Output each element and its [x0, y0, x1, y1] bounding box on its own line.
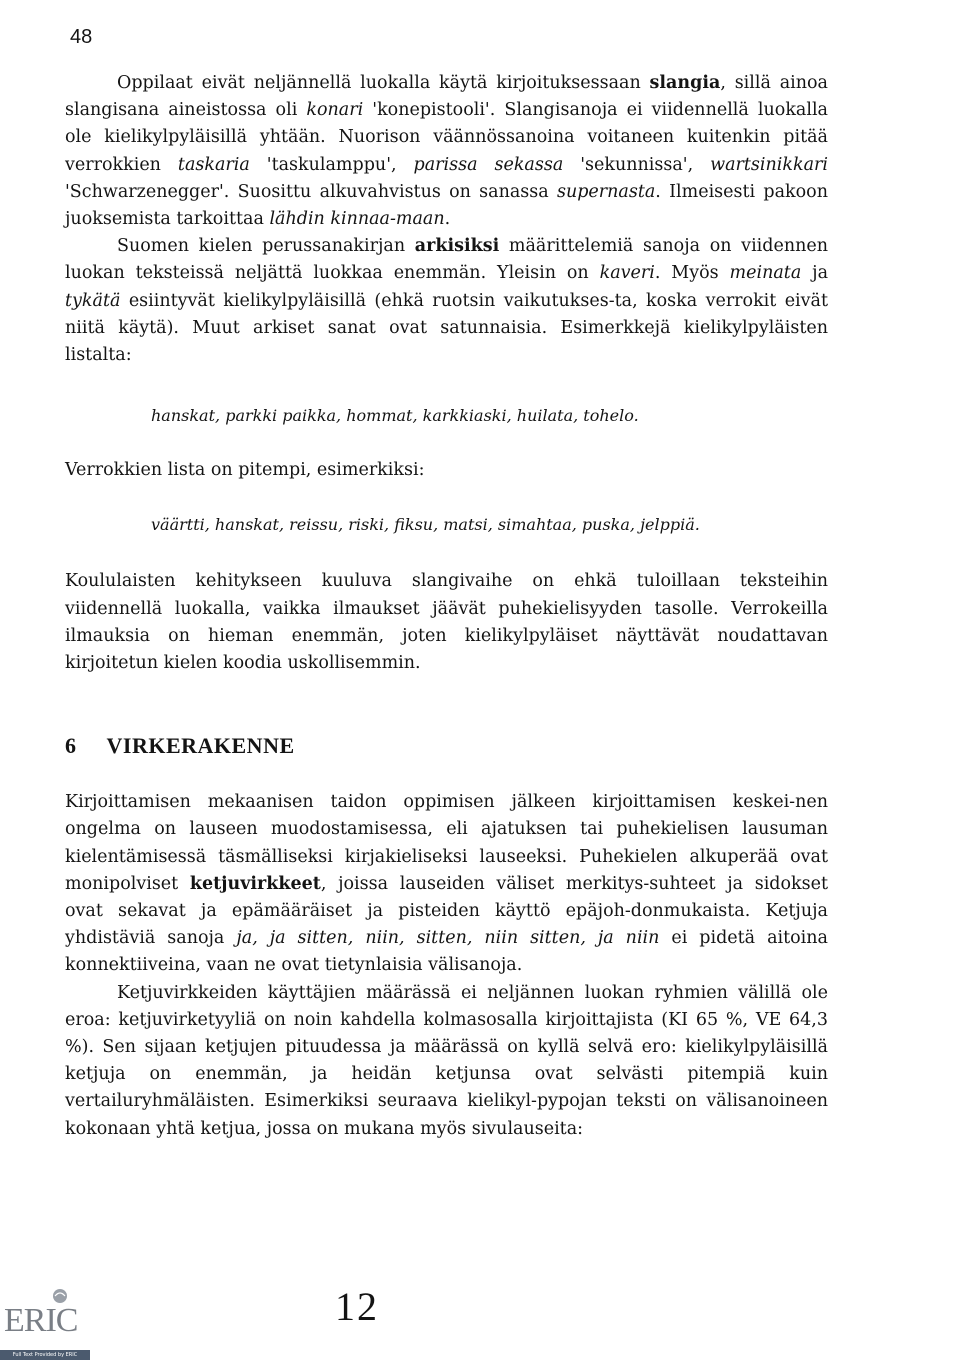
eric-logo-bar: Full Text Provided by ERIC — [0, 1350, 90, 1360]
paragraph-colloquial: Suomen kielen perussanakirjan arkisiksi määrittelemiä sanoja on viidennen luokan teksteissä neljättä luokkaa enemmän. Yleisin on kaveri. Myös meinata ja tykätä esiintyvät kielikylpyläisillä (ehkä ruotsin vaikutukses-ta, koska verrokit eivät niitä käytä). Muut arkiset sanat ovat satunnaisia. Esimerkkejä kielikylpyläisten listalta: — [65, 236, 829, 366]
section-title: VIRKERAKENNE — [106, 733, 295, 759]
section-number: 6 — [65, 733, 77, 759]
page-number: 48 — [70, 26, 93, 48]
document-body — [65, 70, 828, 1143]
example-list-control: väärtti, hanskat, reissu, riski, fiksu, matsi, simahtaa, puska, jelppiä. — [151, 515, 700, 535]
paragraph-slang-phase: Koululaisten kehitykseen kuuluva slangivaihe on ehkä tuloillaan teksteihin viidennellä luokalla, vaikka ilmaukset jäävät puhekielisyyden tasolle. Verrokeilla ilmauksia on hieman enemmän, joten kielikylpyläiset näyttävät noudattavan kirjoitetun kielen koodia uskollisemmin. — [65, 571, 828, 674]
paragraph-chain-users: Ketjuvirkkeiden käyttäjien määrässä ei neljännen luokan ryhmien välillä ole eroa: ketjuvirketyyliä on noin kahdella kolmasosalla kirjoittajista (KI 65 %, VE 64,3 %). Sen sijaan ketjujen pituudessa ja määrässä on kyllä selvä ero: kielikylpyläisillä ketjuja on enemmän, ja heidän ketjunsa ovat selvästi pitempiä kuin vertailuryhmäläisten. Esimerkiksi seuraava kielikyl-pypojan teksti on välisanoineen kokonaan yhtä ketjua, jossa on mukana myös sivulauseita: — [65, 982, 828, 1139]
footer-page-number: 12 — [335, 1284, 379, 1329]
example-list-immersion: hanskat, parkki paikka, hommat, karkkiaski, huilata, tohelo. — [151, 406, 639, 426]
paragraph-control-list: Verrokkien lista on pitempi, esimerkiksi: — [65, 460, 425, 481]
eric-logo-text: ERIC — [4, 1302, 78, 1339]
section-heading — [65, 733, 828, 759]
paragraph-slang: Oppilaat eivät neljännellä luokalla käytä kirjoituksessaan slangia, sillä ainoa slangisana aineistossa oli konari 'konepistooli'. Slangisanoja ei viidennellä luokalla ole kielikylpyläisillä yhtään. Nuorison väännössanoina voitaneen kuitenkin pitää verrokkien taskaria 'taskulamppu', parissa sekassa 'sekunnissa', wartsinikkari 'Schwarzenegger'. Suosittu alkuvahvistus on sanassa supernasta. Ilmeisesti pakoon juoksemista tarkoittaa lähdin kinnaa-maan. — [65, 73, 828, 230]
eric-logo — [0, 1288, 92, 1360]
paragraph-chain-sentences: Kirjoittamisen mekaanisen taidon oppimisen jälkeen kirjoittamisen keskei-nen ongelma on lauseen muodostamisessa, eli ajatuksen tai puhekielisen lausuman kielentämisessä täsmälliseksi kirjakieliseksi lauseeksi. Puhekielen alkuperää ovat monipolviset ketjuvirkkeet, joissa lauseiden väliset merkitys-suhteet ja sidokset ovat sekavat ja epämääräiset ja pisteiden käyttö epäjoh-donmukaista. Ketjuja yhdistäviä sanoja ja, ja sitten, niin, sitten, niin sitten, ja niin ei pidetä aitoina konnektiiveina, vaan ne ovat tietynlaisia välisanoja. — [65, 792, 829, 976]
